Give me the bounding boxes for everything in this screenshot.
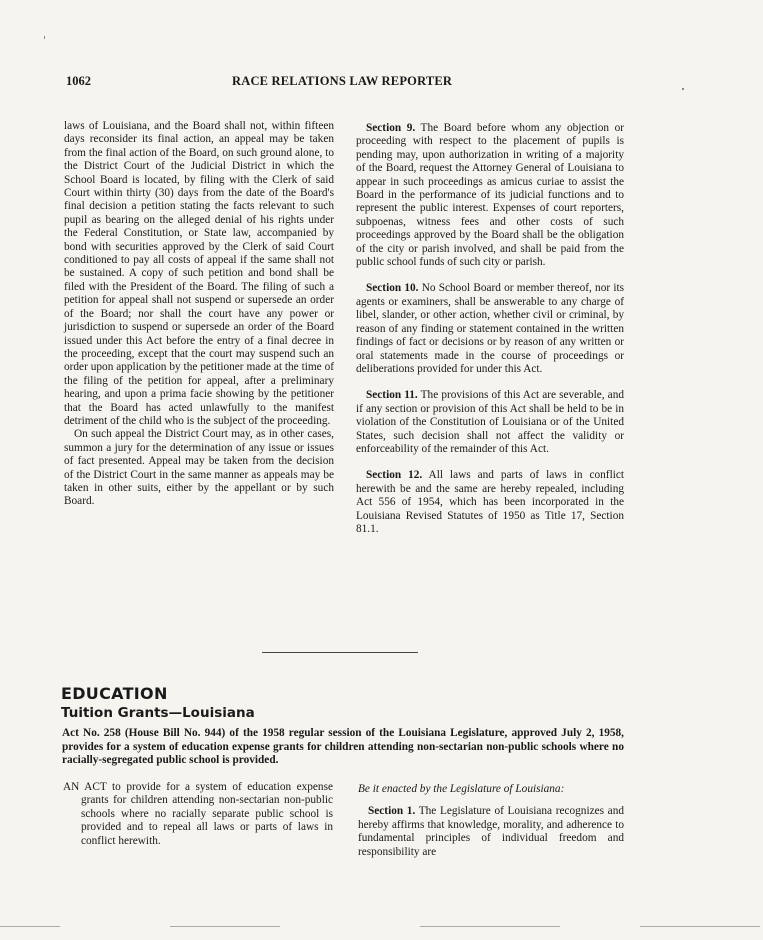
right-column <box>356 122 624 536</box>
section-1-text: The Legislature of Louisiana recognizes and hereby affirms that knowledge, morality, and adherence to fundamental principles of individual freedom and responsibility are <box>358 805 624 858</box>
section-10-text: No School Board or member thereof, nor its agents or examiners, shall be answerable to any charge of libel, slander, or other action, whether civil or criminal, by reason of any finding or statement contained in the written findings of fact or decisions or by reason of any written or oral statements made in the course of proceedings or deliberations provided for under this Act. <box>356 282 624 375</box>
section-12 <box>356 469 624 536</box>
paragraph-district-court-appeal: On such appeal the District Court may, as in other cases, summon a jury for the determination of any issue or issues of fact presented. Appeal may be taken from the decision of the District Court in the same manner as appeals may be taken in other suits, either by the appellant or by such Board. <box>64 428 334 508</box>
section-11 <box>356 389 624 456</box>
section-subheading: Tuition Grants—Louisiana <box>61 705 255 721</box>
enacting-clause: Be it enacted by the Legislature of Louisiana: <box>358 783 565 795</box>
section-10 <box>356 282 624 376</box>
left-column <box>64 120 334 509</box>
bottom-right-column <box>358 783 624 859</box>
scan-speck <box>44 36 45 39</box>
section-9 <box>356 122 624 269</box>
edge-segment <box>420 926 560 927</box>
scan-bottom-edge <box>0 926 763 936</box>
running-header <box>66 74 686 90</box>
section-12-lead: Section 12. <box>366 469 423 482</box>
running-title: RACE RELATIONS LAW REPORTER <box>232 74 453 88</box>
section-10-lead: Section 10. <box>366 282 419 295</box>
edge-segment <box>170 926 280 927</box>
paragraph-appeal-procedure: laws of Louisiana, and the Board shall not, within fifteen days reconsider its final action, an appeal may be taken from the final action of the Board, on such ground alone, to the District Court of the Judicial District in which the School Board is located, by filing with the Clerk of said Court within thirty (30) days from the date of the Board's final decision a petition stating the facts relevant to such pupil as bearing on the alleged denial of his rights under the Federal Constitution, or State law, accompanied by bond with securities approved by the Clerk of said Court conditioned to pay all costs of appeal if the same shall not be sustained. A copy of such petition and bond shall be filed with the President of the Board. The filing of such a petition for appeal shall not suspend or supersede an order of the Board; nor shall the court have any power or jurisdiction to suspend or supersede an order of the Board issued under this Act before the entry of a final decree in the proceeding, except that the court may suspend such an order upon application by the petitioner made at the time of the filing of the petition for appeal, after a preliminary hearing, and upon a prima facie showing by the petitioner that the Board has acted unlawfully to the manifest detriment of the child who is the subject of the proceeding. <box>64 120 334 427</box>
section-1-lead: Section 1. <box>368 805 416 818</box>
act-summary: Act No. 258 (House Bill No. 944) of the 1958 regular session of the Louisiana Legislature, approved July 2, 1958, provides for a system of education expense grants for children attending non-sectarian non-public schools where no racially-segregated public school is provided. <box>62 727 624 767</box>
section-9-lead: Section 9. <box>366 122 416 134</box>
section-divider <box>262 652 418 653</box>
section-heading: EDUCATION <box>61 684 168 703</box>
act-title: AN ACT to provide for a system of education expense grants for children attending non-sectarian non-public schools where no racially separate public school is provided and to repeal all laws or parts of laws in conflict herewith. <box>63 781 333 847</box>
bottom-left-column <box>63 781 333 848</box>
section-11-lead: Section 11. <box>366 389 418 402</box>
page-number: 1062 <box>66 74 91 88</box>
section-11-text: The provisions of this Act are severable, and if any section or provision of this Act shall be held to be in violation of the Constitution of Louisiana or of the United States, such decision shall not affect the validity or enforceability of the remainder of this Act. <box>356 389 624 455</box>
section-12-text: All laws and parts of laws in conflict herewith be and the same are hereby repealed, including Act 556 of 1954, which has been incorporated in the Louisiana Revised Statutes of 1950 as Title 17, Section 81.1. <box>356 469 624 535</box>
edge-segment <box>640 926 760 927</box>
section-1 <box>358 805 624 859</box>
section-9-text: The Board before whom any objection or proceeding with respect to the placement of pupils is pending may, upon authorization in writing of a majority of the Board, request the Attorney General of Louisiana to appear in such proceedings as amicus curiae to assist the Board in the performance of its judicial functions and to represent the public interest. Expenses of court reporters, subpoenas, witness fees and other costs of such proceedings approved by the Board shall be the obligation of the city or parish involved, and shall be paid from the public school funds of such city or parish. <box>356 122 624 269</box>
edge-segment <box>0 926 60 927</box>
